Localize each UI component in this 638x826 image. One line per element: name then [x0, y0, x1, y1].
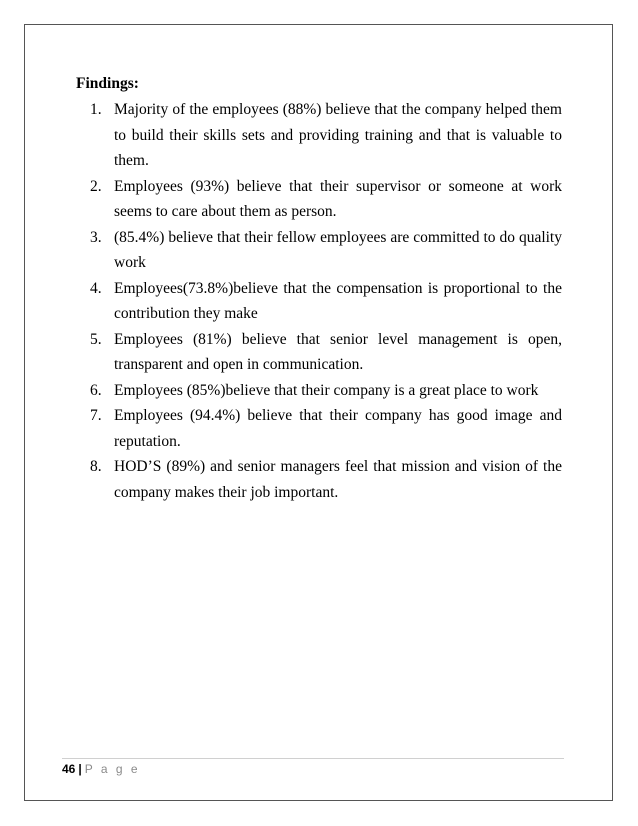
finding-text: HOD’S (89%) and senior managers feel that mission and vision of the company makes their job important.	[114, 458, 562, 501]
finding-number: 6.	[90, 381, 102, 399]
finding-item	[90, 225, 562, 276]
finding-item	[90, 327, 562, 378]
finding-text: Employees (81%) believe that senior level management is open, transparent and open in communication.	[114, 330, 562, 373]
findings-heading: Findings:	[76, 75, 139, 92]
findings-list	[90, 97, 562, 505]
finding-number: 7.	[90, 407, 102, 424]
finding-number: 4.	[90, 279, 102, 297]
finding-item	[90, 276, 562, 327]
finding-number: 2.	[90, 177, 102, 195]
finding-number: 3.	[90, 228, 102, 246]
finding-number: 1.	[90, 101, 102, 118]
finding-item	[90, 378, 562, 404]
page-footer	[62, 758, 564, 777]
footer-separator: |	[78, 762, 82, 776]
finding-text: Employees (93%) believe that their supervisor or someone at work seems to care about them as person.	[114, 177, 562, 220]
finding-item	[90, 174, 562, 225]
finding-number: 5.	[90, 330, 102, 348]
finding-item	[90, 403, 562, 454]
finding-number: 8.	[90, 458, 102, 475]
page-number: 46	[62, 762, 76, 776]
finding-text: Employees (94.4%) believe that their company has good image and reputation.	[114, 407, 562, 450]
finding-text: Employees (85%)believe that their company is a great place to work	[114, 381, 539, 399]
finding-item	[90, 454, 562, 505]
finding-item	[90, 97, 562, 174]
finding-text: Majority of the employees (88%) believe that the company helped them to build their skills sets and providing training and that is valuable to them.	[114, 101, 562, 169]
page-label: P a g e	[84, 762, 141, 776]
finding-text: (85.4%) believe that their fellow employees are committed to do quality work	[114, 228, 562, 271]
finding-text: Employees(73.8%)believe that the compensation is proportional to the contribution they make	[114, 279, 562, 322]
